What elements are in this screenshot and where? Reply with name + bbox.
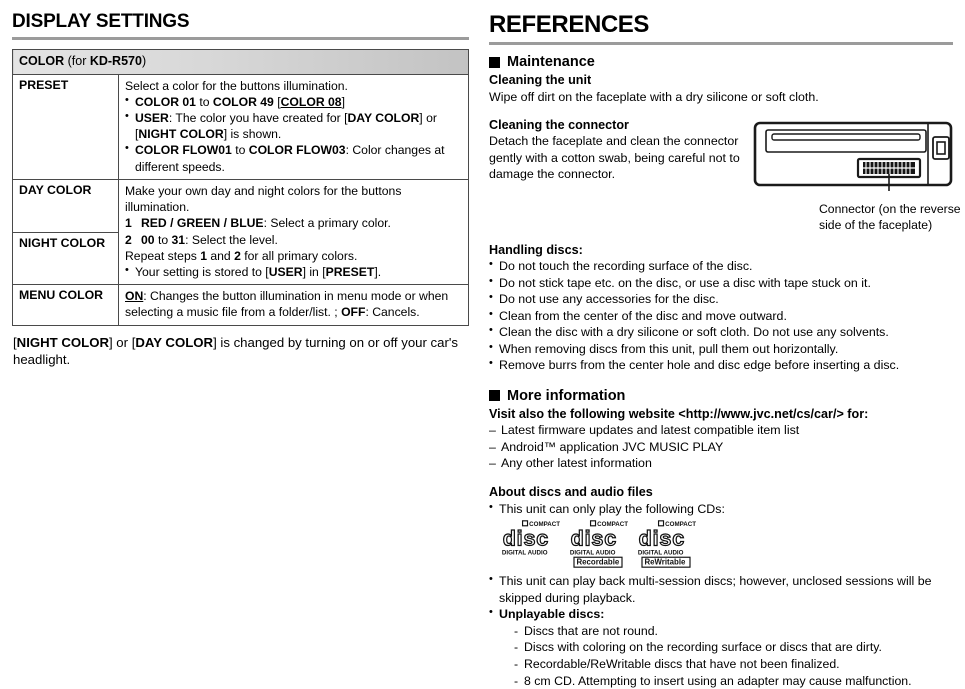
- row-desc-preset: [119, 74, 469, 179]
- table-header-label: COLOR: [19, 53, 65, 68]
- row-label-night-color: NIGHT COLOR: [13, 232, 119, 285]
- svg-text:ReWritable: ReWritable: [644, 557, 686, 567]
- list-item: • Do not stick tape etc. on the disc, or use a disc with tape stuck on it.: [489, 275, 953, 292]
- title-divider-references: [489, 42, 953, 45]
- row-desc-day-night-color: [119, 179, 469, 284]
- cd-logo-recordable: [569, 520, 627, 573]
- list-item: [489, 606, 953, 689]
- page-title-display-settings: DISPLAY SETTINGS: [12, 11, 190, 32]
- handling-discs-title: Handling discs:: [489, 242, 583, 257]
- left-column: [0, 0, 483, 662]
- day-color-step-1: [125, 215, 462, 231]
- day-color-bullets: [125, 264, 462, 280]
- about-discs-notes: [489, 573, 953, 689]
- faceplate-svg: [753, 121, 965, 193]
- compact-disc-rewritable-logo-icon: [637, 520, 695, 568]
- cleaning-connector-block: [489, 117, 961, 234]
- svg-text:disc: disc: [638, 526, 686, 551]
- svg-text:COMPACT: COMPACT: [597, 520, 629, 528]
- list-item: • COLOR FLOW01 to COLOR FLOW03: Color changes at different speeds.: [125, 142, 462, 174]
- list-item: • Your setting is stored to [USER] in [PRESET].: [125, 264, 462, 280]
- step-text: RED / GREEN / BLUE: Select a primary color.: [141, 216, 391, 231]
- svg-text:Recordable: Recordable: [576, 557, 620, 567]
- svg-text:DIGITAL AUDIO: DIGITAL AUDIO: [501, 549, 548, 557]
- unplayable-discs-list: [499, 623, 953, 689]
- row-desc-menu-color: [119, 285, 469, 325]
- table-row-day-color: [13, 179, 469, 232]
- cleaning-unit-body: Wipe off dirt on the faceplate with a dry silicone or soft cloth.: [489, 89, 819, 104]
- table-header-model: KD-R570: [89, 53, 142, 68]
- black-square-icon: [489, 390, 500, 401]
- page-title-references: REFERENCES: [489, 11, 650, 38]
- cleaning-connector-body: Detach the faceplate and clean the connector gently with a cotton swab, being careful not to damage the connector.: [489, 134, 740, 182]
- heading-more-information: [489, 388, 953, 404]
- list-item: – Latest firmware updates and latest compatible item list: [489, 422, 953, 439]
- right-column: [483, 0, 965, 688]
- compact-disc-logo-icon: [501, 520, 559, 558]
- list-item: • Do not use any accessories for the disc.: [489, 291, 953, 308]
- svg-text:disc: disc: [502, 526, 550, 551]
- row-label-preset: PRESET: [13, 74, 119, 179]
- table-row-menu-color: [13, 285, 469, 325]
- faceplate-figure: [747, 117, 965, 234]
- table-header-row: [13, 49, 469, 74]
- list-item: • USER: The color you have created for [DAY COLOR] or [NIGHT COLOR] is shown.: [125, 110, 462, 142]
- cleaning-connector-title: Cleaning the connector: [489, 118, 629, 133]
- table-header-qualifier-pre: (for: [64, 53, 90, 68]
- cleaning-connector-text: [489, 117, 747, 183]
- visit-website-line: Visit also the following website <http://www.jvc.net/cs/car/> for:: [489, 406, 869, 421]
- list-item: • Remove burrs from the center hole and disc edge before inserting a disc.: [489, 357, 953, 374]
- list-item: • COLOR 01 to COLOR 49 [COLOR 08]: [125, 94, 462, 110]
- cd-logo-audio: [501, 520, 559, 573]
- menu-color-on-token: ON: [125, 289, 144, 304]
- menu-color-off-text: : Cancels.: [365, 305, 420, 320]
- more-information-list: [489, 422, 953, 472]
- day-color-step-2: [125, 232, 462, 248]
- list-item: • This unit can only play the following CDs:: [489, 501, 953, 518]
- day-color-intro: Make your own day and night colors for the buttons illumination.: [125, 183, 402, 215]
- row-label-day-color: DAY COLOR: [13, 179, 119, 232]
- heading-maintenance: [489, 54, 953, 70]
- about-discs-list: [489, 501, 953, 518]
- table-header-qualifier-post: ): [141, 53, 147, 68]
- cd-logos: [489, 520, 953, 573]
- table-row-preset: [13, 74, 469, 179]
- heading-maintenance-label: Maintenance: [507, 54, 595, 71]
- faceplate-figure-caption: Connector (on the reverse side of the faceplate): [819, 202, 961, 232]
- heading-more-information-label: More information: [507, 387, 626, 404]
- list-item: • Clean the disc with a dry silicone or soft cloth. Do not use any solvents.: [489, 324, 953, 341]
- unplayable-discs-title: Unplayable discs:: [499, 607, 605, 622]
- faceplate-illustration: [753, 121, 965, 234]
- preset-bullets: [125, 94, 462, 175]
- menu-color-on-text: : Changes the button illumination in menu mode or when selecting a music file from a folder/list. ;: [125, 289, 449, 320]
- svg-text:DIGITAL AUDIO: DIGITAL AUDIO: [637, 549, 684, 557]
- svg-text:COMPACT: COMPACT: [665, 520, 697, 528]
- about-discs-title: About discs and audio files: [489, 485, 653, 500]
- svg-text:DIGITAL AUDIO: DIGITAL AUDIO: [569, 549, 616, 557]
- title-divider: [12, 37, 469, 40]
- handling-discs-list: [489, 258, 953, 374]
- display-settings-table: [12, 49, 469, 326]
- list-item: – Any other latest information: [489, 455, 953, 472]
- svg-text:COMPACT: COMPACT: [529, 520, 561, 528]
- svg-text:disc: disc: [570, 526, 618, 551]
- table-header-cell: [13, 49, 469, 74]
- list-item: - Discs that are not round.: [513, 623, 953, 640]
- list-item: • Clean from the center of the disc and move outward.: [489, 308, 953, 325]
- row-label-menu-color: MENU COLOR: [13, 285, 119, 325]
- list-item: • This unit can play back multi-session discs; however, unclosed sessions will be skipped during playback.: [489, 573, 953, 606]
- list-item: - Recordable/ReWritable discs that have not been finalized.: [513, 656, 953, 673]
- list-item: • When removing discs from this unit, pull them out horizontally.: [489, 341, 953, 358]
- menu-color-off-token: OFF: [341, 305, 366, 320]
- step-number: 2: [125, 232, 132, 247]
- list-item: • Do not touch the recording surface of the disc.: [489, 258, 953, 275]
- list-item: - 8 cm CD. Attempting to insert using an adapter may cause malfunction.: [513, 673, 953, 689]
- list-item: - Discs with coloring on the recording surface or discs that are dirty.: [513, 639, 953, 656]
- black-square-icon: [489, 57, 500, 68]
- preset-intro: Select a color for the buttons illumination.: [125, 78, 348, 93]
- cleaning-unit-title: Cleaning the unit: [489, 73, 592, 88]
- step-text: 00 to 31: Select the level.: [141, 232, 278, 247]
- step-number: 1: [125, 216, 132, 231]
- cd-logo-rewritable: [637, 520, 695, 573]
- list-item: – Android™ application JVC MUSIC PLAY: [489, 439, 953, 456]
- day-color-repeat: Repeat steps 1 and 2 for all primary colors.: [125, 248, 358, 263]
- headlight-note: [NIGHT COLOR] or [DAY COLOR] is changed by turning on or off your car's headlight.: [13, 334, 458, 368]
- compact-disc-recordable-logo-icon: [569, 520, 627, 568]
